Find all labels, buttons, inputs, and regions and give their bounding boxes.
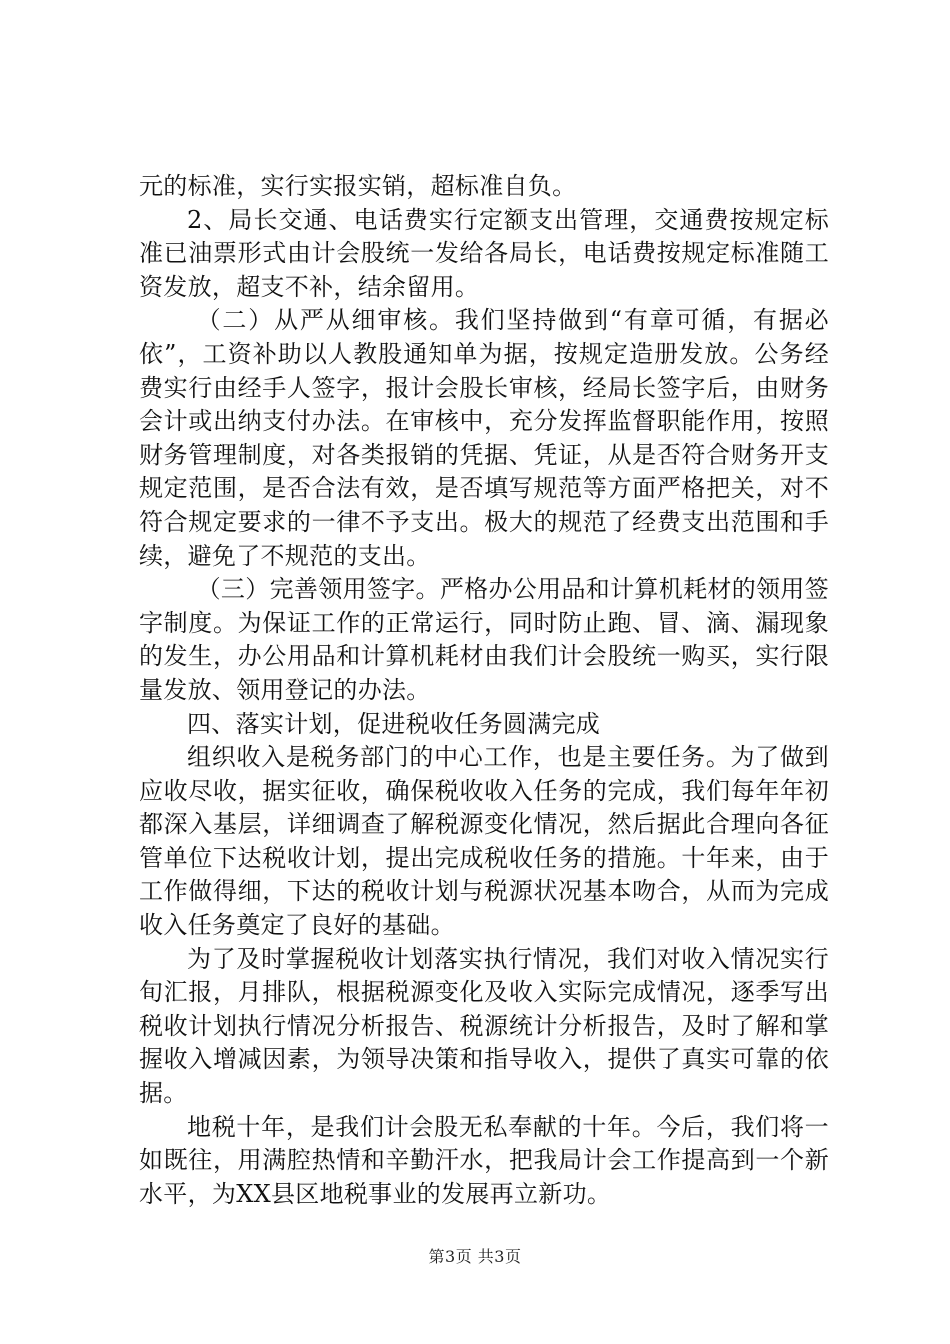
section-heading-four: 四、落实计划，促进税收任务圆满完成 [187,709,601,738]
paragraph-item-2: 2、局长交通、电话费实行定额支出管理，交通费按规定标准已油票形式由计会股统一发给各局长，电话费按规定标准随工资发放，超支不补，结余留用。 [139,205,829,301]
document-body [139,170,829,1211]
paragraph-revenue: 组织收入是税务部门的中心工作，也是主要任务。为了做到应收尽收，据实征收，确保税收收入任务的完成，我们每年年初都深入基层，详细调查了解税源变化情况，然后据此合理向各征管单位下达税收计划，提出完成税收任务的措施。十年来，由于工作做得细，下达的税收计划与税源状况基本吻合，从而为完成收入任务奠定了良好的基础。 [139,743,829,940]
paragraph-conclusion: 地税十年，是我们计会股无私奉献的十年。今后，我们将一如既往，用满腔热情和辛勤汗水，把我局计会工作提高到一个新水平，为XX县区地税事业的发展再立新功。 [139,1112,829,1208]
paragraph-section-two: （二）从严从细审核。我们坚持做到“有章可循，有据必依”，工资补助以人教股通知单为据，按规定造册发放。公务经费实行由经手人签字，报计会股长审核，经局长签字后，由财务会计或出纳支付办法。在审核中，充分发挥监督职能作用，按照财务管理制度，对各类报销的凭据、凭证，从是否符合财务开支规定范围，是否合法有效，是否填写规范等方面严格把关，对不符合规定要求的一律不予支出。极大的规范了经费支出范围和手续，避免了不规范的支出。 [139,306,829,570]
page-footer: 第3页 共3页 [428,1247,522,1266]
paragraph-continuation: 元的标准，实行实报实销，超标准自负。 [139,172,577,200]
paragraph-section-three: （三）完善领用签字。严格办公用品和计算机耗材的领用签字制度。为保证工作的正常运行，同时防止跑、冒、滴、漏现象的发生，办公用品和计算机耗材由我们计会股统一购买，实行限量发放、领用登记的办法。 [139,575,829,704]
paragraph-plan-tracking: 为了及时掌握税收计划落实执行情况，我们对收入情况实行旬汇报，月排队，根据税源变化及收入实际完成情况，逐季写出税收计划执行情况分析报告、税源统计分析报告，及时了解和掌握收入增减因素，为领导决策和指导收入，提供了真实可靠的依据。 [139,944,829,1108]
